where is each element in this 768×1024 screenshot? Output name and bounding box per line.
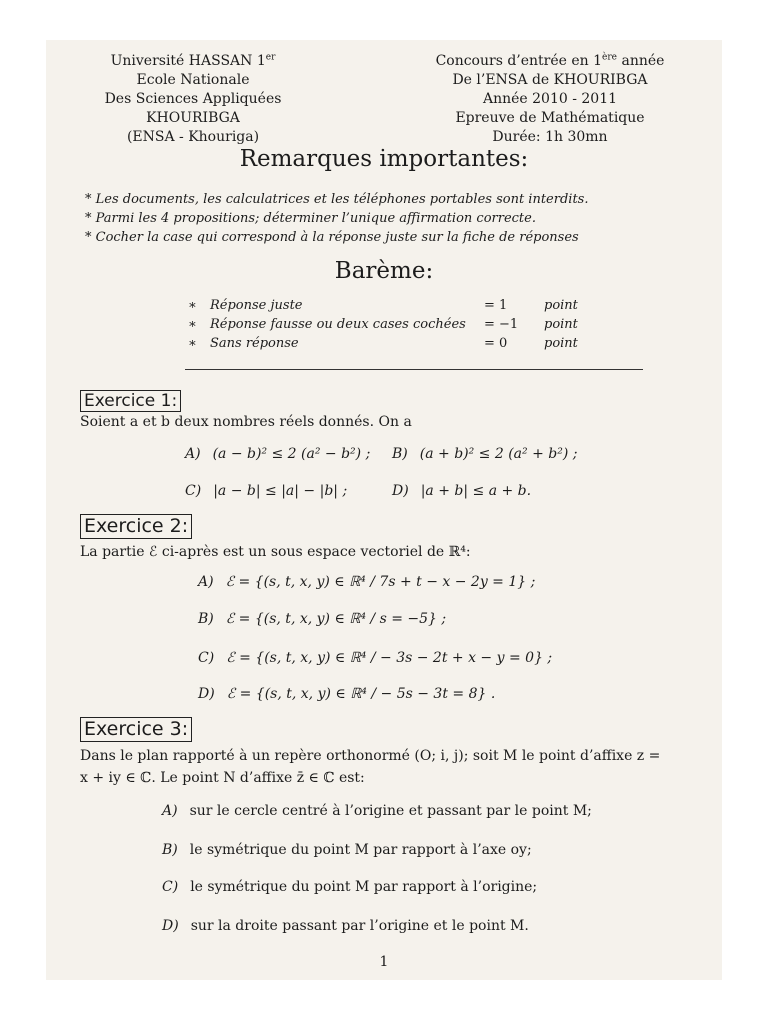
exercise-1-option-a bbox=[185, 444, 370, 464]
bareme-label: Sans réponse bbox=[210, 336, 299, 351]
exam-year: Année 2010 - 2011 bbox=[482, 91, 618, 107]
exercise-1-option-c bbox=[185, 481, 347, 501]
exercise-2-option-b bbox=[198, 609, 446, 629]
exam-concours-text: Concours d’entrée en 1 bbox=[435, 53, 603, 69]
bareme-row bbox=[188, 315, 608, 334]
exam-subject: Epreuve de Mathématique bbox=[455, 110, 645, 126]
header-exam-info bbox=[400, 52, 700, 147]
option-expr: ℰ = {(s, t, x, y) ∈ ℝ⁴ / s = −5} ; bbox=[225, 611, 447, 627]
remark-item: * Parmi les 4 propositions; déterminer l’unique affirmation correcte. bbox=[85, 211, 536, 226]
bareme-value: = 1 bbox=[484, 298, 508, 313]
remarks-list bbox=[85, 190, 645, 247]
school-line-1: Ecole Nationale bbox=[136, 72, 250, 88]
university-name bbox=[62, 52, 324, 71]
bareme-value: = −1 bbox=[484, 317, 519, 332]
exam-concours-post: année bbox=[617, 53, 665, 69]
exercise-3-option-c bbox=[162, 877, 537, 897]
option-letter: C) bbox=[185, 483, 202, 499]
school-city: KHOURIBGA bbox=[146, 110, 240, 126]
option-expr: (a − b)² ≤ 2 (a² − b²) ; bbox=[212, 446, 371, 462]
option-expr: le symétrique du point M par rapport à l’axe oy; bbox=[189, 842, 532, 858]
exercise-1-statement: Soient a et b deux nombres réels donnés. On a bbox=[80, 414, 412, 430]
bareme-unit: point bbox=[544, 298, 578, 313]
option-expr: ℰ = {(s, t, x, y) ∈ ℝ⁴ / − 3s − 2t + x − y = 0} ; bbox=[226, 650, 553, 666]
bareme-unit: point bbox=[544, 317, 578, 332]
option-expr: ℰ = {(s, t, x, y) ∈ ℝ⁴ / − 5s − 3t = 8} . bbox=[226, 686, 496, 702]
option-letter: A) bbox=[185, 446, 201, 462]
option-expr: le symétrique du point M par rapport à l’origine; bbox=[190, 879, 538, 895]
exercise-3-option-b bbox=[162, 840, 532, 860]
exam-sheet bbox=[46, 40, 722, 980]
bareme-table bbox=[188, 296, 608, 353]
section-divider bbox=[185, 369, 643, 370]
school-short: (ENSA - Khouriga) bbox=[126, 129, 260, 145]
remark-item: * Les documents, les calculatrices et les téléphones portables sont interdits. bbox=[85, 192, 589, 207]
exercise-1-option-b bbox=[392, 444, 577, 464]
option-expr: ℰ = {(s, t, x, y) ∈ ℝ⁴ / 7s + t − x − 2y = 1} ; bbox=[225, 574, 536, 590]
bareme-row bbox=[188, 334, 608, 353]
exercise-3-title: Exercice 3: bbox=[80, 717, 192, 742]
exercise-2-option-d bbox=[198, 684, 495, 704]
exercise-2-title: Exercice 2: bbox=[80, 514, 192, 539]
option-letter: A) bbox=[162, 803, 178, 819]
exercise-3-option-a bbox=[162, 801, 592, 821]
bareme-unit: point bbox=[544, 336, 578, 351]
exam-concours-sup: ère bbox=[602, 52, 618, 63]
exam-school: De l’ENSA de KHOURIBGA bbox=[452, 72, 648, 88]
school-line-2: Des Sciences Appliquées bbox=[104, 91, 282, 107]
remarks-title: Remarques importantes: bbox=[239, 146, 529, 172]
bareme-row bbox=[188, 296, 608, 315]
exercise-2-option-a bbox=[198, 572, 535, 592]
remark-item: * Cocher la case qui correspond à la réponse juste sur la fiche de réponses bbox=[85, 230, 579, 245]
option-letter: D) bbox=[392, 483, 409, 499]
option-letter: B) bbox=[392, 446, 408, 462]
option-expr: (a + b)² ≤ 2 (a² + b²) ; bbox=[419, 446, 578, 462]
exercise-3-option-d bbox=[162, 916, 529, 936]
exercise-2-statement: La partie ℰ ci-après est un sous espace vectoriel de ℝ⁴: bbox=[80, 544, 471, 560]
university-name-sup: er bbox=[265, 52, 276, 63]
exam-duration: Durée: 1h 30mn bbox=[492, 129, 608, 145]
page-number: 1 bbox=[379, 954, 389, 970]
option-letter: D) bbox=[198, 686, 215, 702]
bareme-title: Barème: bbox=[334, 258, 434, 284]
exam-concours bbox=[400, 52, 700, 71]
bullet-star-icon: ∗ bbox=[188, 317, 197, 332]
bullet-star-icon: ∗ bbox=[188, 336, 197, 351]
option-expr: sur la droite passant par l’origine et le point M. bbox=[190, 918, 529, 934]
option-expr: |a + b| ≤ a + b. bbox=[420, 483, 532, 499]
exercise-1-title: Exercice 1: bbox=[80, 390, 181, 412]
option-letter: C) bbox=[162, 879, 179, 895]
header-institution bbox=[62, 52, 324, 147]
university-name-text: Université HASSAN 1 bbox=[110, 53, 266, 69]
bareme-label: Réponse juste bbox=[210, 298, 303, 313]
option-letter: D) bbox=[162, 918, 179, 934]
option-expr: |a − b| ≤ |a| − |b| ; bbox=[213, 483, 348, 499]
bareme-label: Réponse fausse ou deux cases cochées bbox=[210, 317, 466, 332]
exercise-2-option-c bbox=[198, 648, 552, 668]
option-letter: B) bbox=[162, 842, 178, 858]
option-expr: sur le cercle centré à l’origine et passant par le point M; bbox=[189, 803, 592, 819]
option-letter: A) bbox=[198, 574, 214, 590]
exercise-3-statement-line-1: Dans le plan rapporté à un repère orthonormé (O; i, j); soit M le point d’affixe z = bbox=[80, 748, 661, 764]
exercise-1-option-d bbox=[392, 481, 531, 501]
option-letter: B) bbox=[198, 611, 214, 627]
bareme-value: = 0 bbox=[484, 336, 508, 351]
bullet-star-icon: ∗ bbox=[188, 298, 197, 313]
exercise-3-statement-line-2: x + iy ∈ ℂ. Le point N d’affixe z̄ ∈ ℂ est: bbox=[80, 770, 365, 786]
option-letter: C) bbox=[198, 650, 215, 666]
